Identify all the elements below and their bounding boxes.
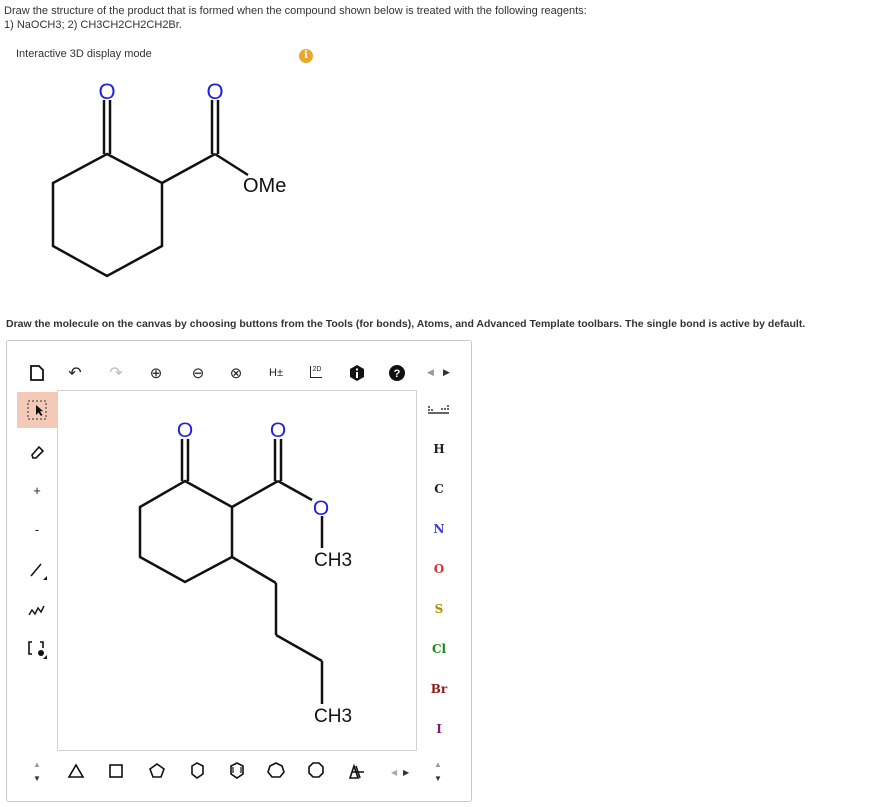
cyclopentane-template[interactable] [150, 764, 164, 777]
h-toggle-button[interactable]: H± [269, 367, 283, 379]
atom-s-button[interactable]: S [434, 602, 444, 616]
reagents-text: 1) NaOCH3; 2) CH3CH2CH2CH2Br. [4, 19, 182, 31]
undo-icon: ↶ [68, 365, 82, 382]
atoms-scroll-up[interactable]: ▲ [434, 760, 442, 769]
templates-scroll-left[interactable]: ◀ [391, 768, 398, 777]
atom-cl-button[interactable]: Cl [431, 642, 447, 656]
templates-scroll-right[interactable]: ▶ [403, 768, 410, 777]
clear-icon: ⊗ [229, 365, 243, 382]
charge-minus-button[interactable]: - [34, 521, 40, 537]
atom-o-button[interactable]: O [433, 562, 445, 576]
given-carbonyl-o1: O [98, 79, 116, 104]
zoom-out-icon: ⊖ [191, 365, 205, 382]
scroll-left-arrow[interactable]: ◀ [427, 367, 434, 377]
question-text: Draw the structure of the product that is formed when the compound shown below is treated with the following reagents: [4, 5, 587, 17]
given-ome-label: OMe [243, 175, 287, 197]
atom-c-button[interactable]: C [434, 482, 444, 496]
cyclohexane-template[interactable] [192, 763, 203, 778]
clean-2d-icon: 2D [310, 366, 323, 378]
left-toolbar-scroll-down[interactable]: ▼ [33, 774, 41, 783]
display-mode-label: Interactive 3D display mode [16, 48, 152, 60]
benzene-template[interactable] [231, 763, 243, 778]
drawn-ester-o: O [312, 497, 330, 520]
drawn-chain-ch3-label: CH3 [314, 706, 353, 727]
instruction-text: Draw the molecule on the canvas by choosing buttons from the Tools (for bonds), Atoms, and Advanced Template toolbars. The single bond is active by default. [6, 318, 806, 330]
atoms-scroll-down[interactable]: ▼ [434, 774, 442, 783]
atom-n-button[interactable]: N [433, 522, 445, 536]
drawn-carbonyl-o1: O [176, 419, 194, 442]
given-carbonyl-o2: O [206, 79, 224, 104]
left-toolbar-scroll-up[interactable]: ▲ [33, 760, 41, 769]
charge-plus-button[interactable]: + [33, 482, 41, 498]
cyclobutane-template[interactable] [110, 765, 122, 777]
cycloheptane-template[interactable] [268, 763, 284, 777]
atom-br-button[interactable]: Br [430, 682, 448, 696]
cyclopropane-template[interactable] [69, 765, 83, 777]
drawn-carbonyl-o2: O [269, 419, 287, 442]
svg-text:?: ? [393, 368, 401, 380]
atom-h-button[interactable]: H [433, 442, 445, 456]
drawn-methyl-label: CH3 [314, 550, 353, 571]
cyclooctane-template[interactable] [309, 763, 323, 777]
chair-template[interactable] [350, 766, 364, 778]
zoom-in-icon: ⊕ [149, 365, 163, 382]
info-icon[interactable]: i [299, 49, 313, 63]
atom-i-button[interactable]: I [436, 722, 442, 736]
scroll-right-arrow[interactable]: ▶ [443, 367, 450, 377]
redo-icon: ↷ [109, 365, 123, 382]
